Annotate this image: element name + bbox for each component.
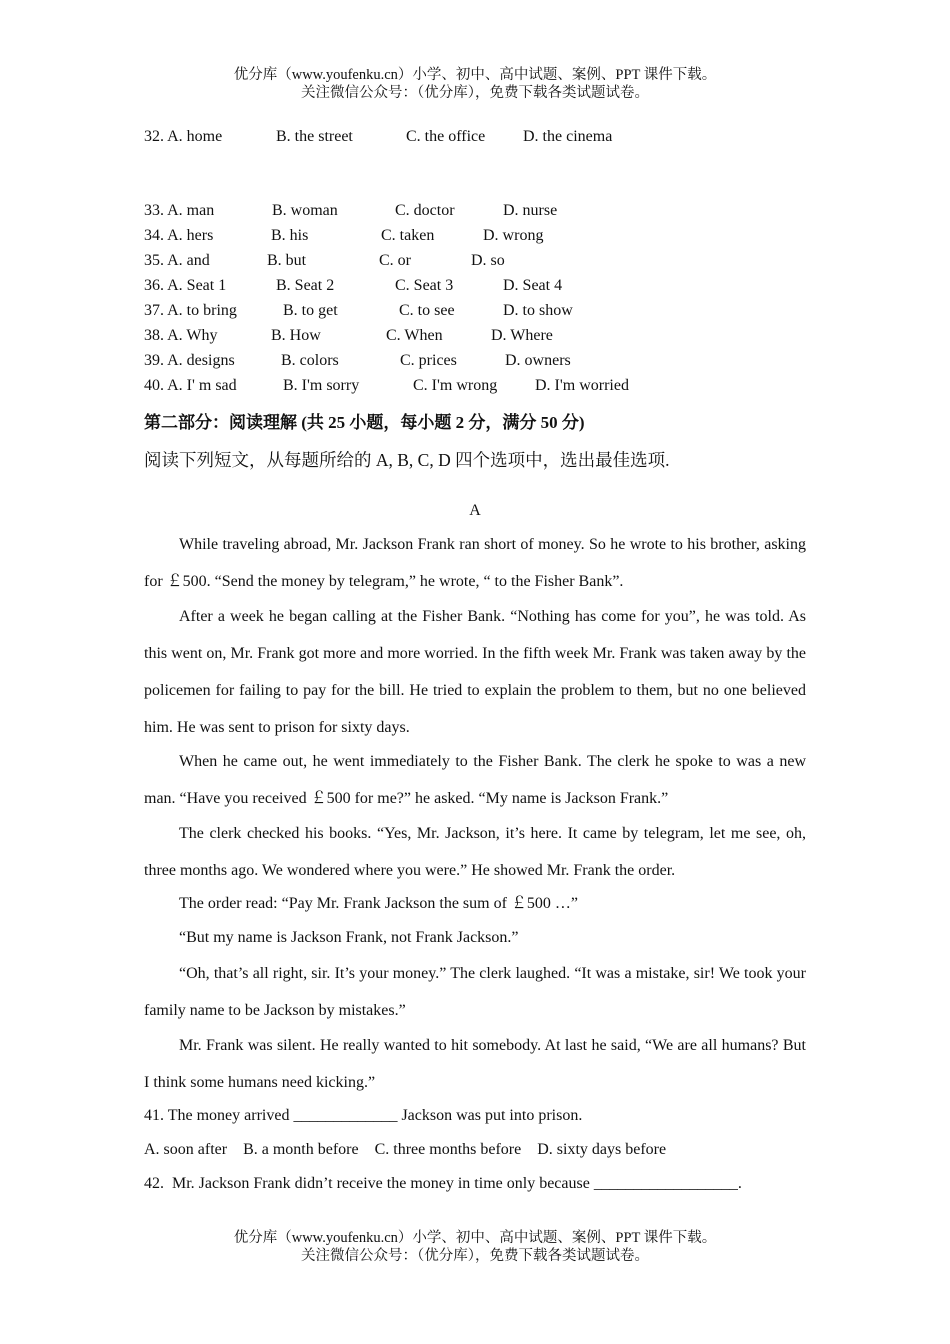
passage-paragraph-3: When he came out, he went immediately to the Fisher Bank. The clerk he spoke to was a new man. “Have you received ￡500 for me?” he asked. “My name is Jackson Frank.”	[144, 753, 806, 807]
footer-line-1: 优分库（www.youfenku.cn）小学、初中、高中试题、案例、PPT 课件下载。	[233, 1230, 717, 1246]
section-title: 第二部分：阅读理解 (共 25 小题，每小题 2 分，满分 50 分)	[144, 413, 585, 432]
passage-title: A	[469, 502, 481, 519]
passage-paragraph-8: Mr. Frank was silent. He really wanted to hit somebody. At last he said, “We are all humans? But I think some humans need kicking.”	[144, 1037, 806, 1091]
option-a: 38. A. Why	[144, 327, 218, 344]
passage-paragraph-1: While traveling abroad, Mr. Jackson Frank ran short of money. So he wrote to his brother, asking for ￡500. “Send the money by telegram,” he wrote, “ to the Fisher Bank”.	[144, 536, 806, 590]
option-d: D. nurse	[503, 202, 558, 219]
option-b: B. I'm sorry	[283, 377, 360, 394]
option-a: 39. A. designs	[144, 352, 235, 369]
section-instruction: 阅读下列短文，从每题所给的 A, B, C, D 四个选项中，选出最佳选项.	[144, 450, 670, 470]
option-d: D. Seat 4	[503, 277, 563, 294]
option-a: 37. A. to bring	[144, 302, 237, 319]
question-41: 41. The money arrived _____________ Jackson was put into prison.	[144, 1107, 583, 1124]
option-b: B. colors	[281, 352, 339, 369]
footer	[0, 1229, 950, 1265]
footer-line-2: 关注微信公众号：（优分库），免费下载各类试题试卷。	[301, 1248, 649, 1264]
passage-paragraph-7: “Oh, that’s all right, sir. It’s your money.” The clerk laughed. “It was a mistake, sir! We took your family name to be Jackson by mistakes.”	[144, 965, 806, 1019]
option-a: 32. A. home	[144, 128, 223, 145]
question-41-options: A. soon after B. a month before C. three months before D. sixty days before	[144, 1141, 667, 1158]
option-c: C. the office	[406, 128, 486, 145]
option-c: C. I'm wrong	[413, 377, 498, 394]
option-c: C. prices	[400, 352, 457, 369]
option-c: C. doctor	[395, 202, 455, 219]
header-line-2: 关注微信公众号：（优分库），免费下载各类试题试卷。	[301, 85, 649, 101]
option-c: C. Seat 3	[395, 277, 454, 294]
passage-paragraph-5: The order read: “Pay Mr. Frank Jackson the sum of ￡500 …”	[179, 895, 579, 912]
header-line-1: 优分库（www.youfenku.cn）小学、初中、高中试题、案例、PPT 课件下载。	[233, 67, 717, 83]
passage-paragraph-6: “But my name is Jackson Frank, not Frank Jackson.”	[179, 929, 519, 946]
option-d: D. to show	[503, 302, 573, 319]
option-d: D. so	[471, 252, 505, 269]
option-a: 35. A. and	[144, 252, 210, 269]
passage-paragraph-4: The clerk checked his books. “Yes, Mr. Jackson, it’s here. It came by telegram, let me see, oh, three months ago. We wondered where you were.” He showed Mr. Frank the order.	[144, 825, 806, 879]
option-a: 40. A. I' m sad	[144, 377, 237, 394]
header-top	[0, 66, 950, 102]
option-c: C. to see	[399, 302, 455, 319]
option-d: D. wrong	[483, 227, 544, 244]
option-d: D. the cinema	[523, 128, 613, 145]
option-b: B. woman	[272, 202, 338, 219]
option-d: D. I'm worried	[535, 377, 629, 394]
option-c: C. or	[379, 252, 411, 269]
option-b: B. his	[271, 227, 309, 244]
option-d: D. Where	[491, 327, 553, 344]
option-a: 33. A. man	[144, 202, 215, 219]
option-c: C. When	[386, 327, 443, 344]
passage-paragraph-2: After a week he began calling at the Fisher Bank. “Nothing has come for you”, he was told. As this went on, Mr. Frank got more and more worried. In the fifth week Mr. Frank was taken away by the policemen for failing to pay for the bill. He tried to explain the problem to them, but no one believed him. He was sent to prison for sixty days.	[144, 608, 806, 736]
option-b: B. but	[267, 252, 307, 269]
option-a: 34. A. hers	[144, 227, 214, 244]
option-a: 36. A. Seat 1	[144, 277, 227, 294]
option-d: D. owners	[505, 352, 571, 369]
option-b: B. the street	[276, 128, 353, 145]
option-b: B. Seat 2	[276, 277, 335, 294]
option-b: B. How	[271, 327, 321, 344]
question-42: 42. Mr. Jackson Frank didn’t receive the money in time only because __________________.	[144, 1175, 742, 1192]
option-b: B. to get	[283, 302, 338, 319]
option-c: C. taken	[381, 227, 435, 244]
